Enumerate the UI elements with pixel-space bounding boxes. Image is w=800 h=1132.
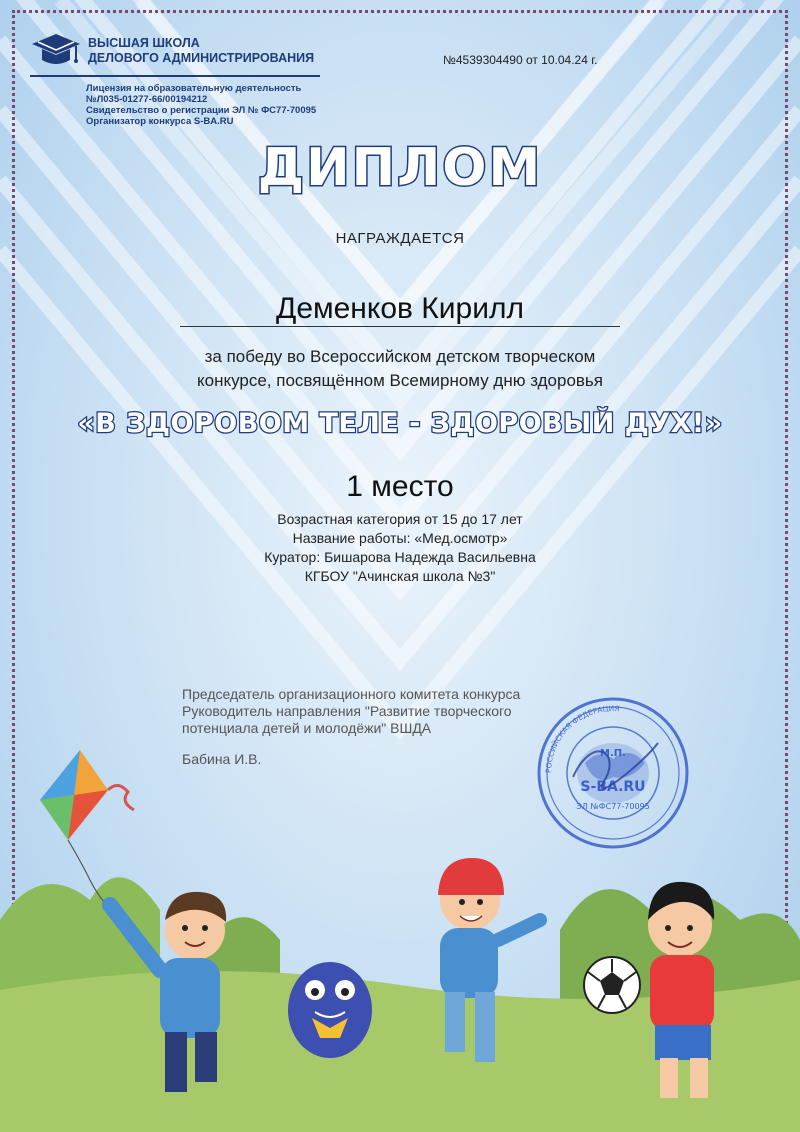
license-line: Лицензия на образовательную деятельность xyxy=(86,83,302,94)
logo-underline xyxy=(30,75,320,77)
description-line: за победу во Всероссийском детском творческом xyxy=(204,347,596,366)
license-block xyxy=(86,83,330,127)
contest-name: «В ЗДОРОВОМ ТЕЛЕ - ЗДОРОВЫЙ ДУХ!» xyxy=(77,408,723,439)
monster-mascot xyxy=(288,962,372,1058)
participant-details xyxy=(0,510,800,586)
name-underline xyxy=(180,326,620,327)
graduation-cap-icon xyxy=(30,30,82,72)
seal-mp: М.П. xyxy=(600,748,626,759)
soccer-ball-icon xyxy=(584,957,640,1013)
children-illustration xyxy=(0,740,800,1132)
header xyxy=(30,30,330,127)
org-name xyxy=(88,36,314,66)
seal-site: S-BA.RU xyxy=(580,779,646,795)
license-line: Свидетельство о регистрации ЭЛ № ФС77-70095 xyxy=(86,105,317,116)
org-name-line1: ВЫСШАЯ ШКОЛА xyxy=(88,36,200,50)
signer-title-line: Руководитель направления "Развитие творческого xyxy=(182,703,512,719)
seal-ring-text: РОССИЙСКАЯ ФЕДЕРАЦИЯ xyxy=(543,703,620,774)
signer-name: Бабина И.В. xyxy=(182,751,262,767)
diploma-title: ДИПЛОМ xyxy=(257,138,543,198)
license-line: №Л035-01277-66/00194212 xyxy=(86,94,208,105)
place-result: 1 место xyxy=(346,470,454,503)
signer-title-line: Председатель организационного комитета конкурса xyxy=(182,686,521,702)
school: КГБОУ "Ачинская школа №3" xyxy=(304,568,496,584)
seal-reg-number: ЭЛ №ФС77-70095 xyxy=(576,802,650,811)
age-category: Возрастная категория от 15 до 17 лет xyxy=(277,511,523,527)
recipient-name: Деменков Кирилл xyxy=(276,292,524,325)
org-name-line2: ДЕЛОВОГО АДМИНИСТРИРОВАНИЯ xyxy=(88,51,315,65)
curator: Куратор: Бишарова Надежда Васильевна xyxy=(264,549,536,565)
description-line: конкурсе, посвящённом Всемирному дню здоровья xyxy=(196,371,603,390)
license-line: Организатор конкурса S-BA.RU xyxy=(86,116,234,127)
work-title: Название работы: «Мед.осмотр» xyxy=(292,530,508,546)
document-number: №4539304490 от 10.04.24 г. xyxy=(443,53,598,67)
award-description xyxy=(0,345,800,393)
signer-title-line: потенциала детей и молодёжи" ВШДА xyxy=(182,720,432,736)
awarded-label: НАГРАЖДАЕТСЯ xyxy=(335,230,465,247)
